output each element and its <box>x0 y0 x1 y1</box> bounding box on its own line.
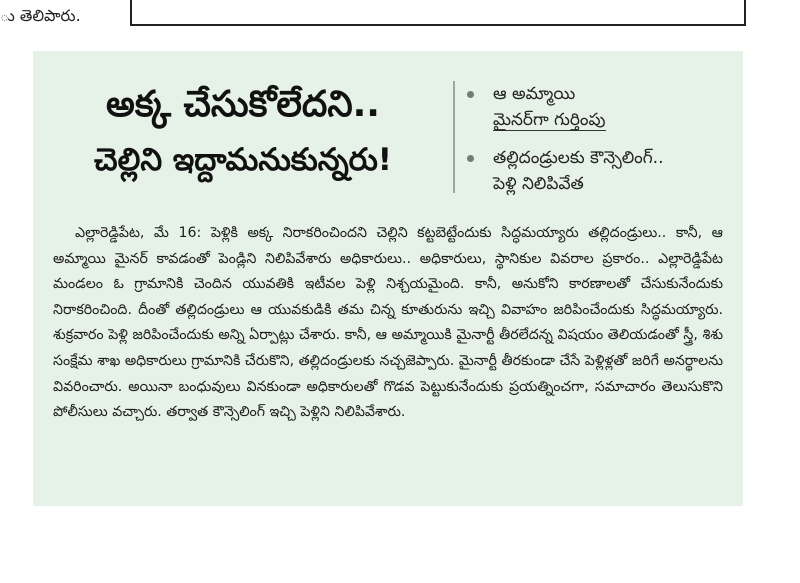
highlight-text-underlined: మైనర్‌గా గుర్తింపు <box>493 110 606 130</box>
headline-divider <box>453 81 455 193</box>
news-article <box>33 51 743 506</box>
highlight-text: ఆ అమ్మాయి <box>493 84 576 104</box>
headline <box>33 79 453 183</box>
headline-line-1: అక్క చేసుకోలేదని.. <box>106 84 380 125</box>
headline-line-2: చెల్లిని ఇద్దామనుకున్నరు! <box>94 142 392 178</box>
bullet-dot-icon <box>467 155 474 162</box>
highlight-item <box>463 145 733 197</box>
previous-article-fragment: ు తెలిపారు. <box>0 6 81 25</box>
bullet-dot-icon <box>467 91 474 98</box>
highlights-list <box>463 81 733 209</box>
previous-article-box <box>130 0 746 26</box>
highlight-item <box>463 81 733 133</box>
highlight-text: పెళ్లి నిలిపివేత <box>493 174 584 194</box>
article-body: ఎల్లారెడ్డిపేట, మే 16: పెళ్లికి అక్క నిరాకరించిందని చెల్లిని కట్టబెట్టేందుకు సిద్ధమయ్యారు తల్లిదండ్రులు.. కానీ, ఆ అమ్మాయి మైనర్‌ కావడంతో పెండ్లిని నిలిపివేశారు అధికారులు.. అధికారులు, స్థానికుల వివరాల ప్రకారం.. ఎల్లారెడ్డిపేట మండలం ఓ గ్రామానికి చెందిన యువతికి ఇటీవల పెళ్లి నిశ్చయమైంది. కానీ, అనుకోని కారణాలతో చేసుకునేందుకు నిరాకరించింది. దీంతో తల్లిదండ్రులు ఆ యువకుడికి తమ చిన్న కూతురును ఇచ్చి వివాహం జరిపించేందుకు సిద్ధమయ్యారు. శుక్రవారం పెళ్లి జరిపించేందుకు అన్ని ఏర్పాట్లు చేశారు. కానీ, ఆ అమ్మాయికి మైనార్టీ తీరలేదన్న విషయం తెలియడంతో స్త్రీ, శిశు సంక్షేమ శాఖ అధికారులు గ్రామానికి చేరుకొని, తల్లిదండ్రులకు నచ్చజెప్పారు. మైనార్టీ తీరకుండా చేసే పెళ్లిళ్లతో జరిగే అనర్థాలను వివరించారు. అయినా బంధువులు వినకుండా అధికారులతో గొడవ పెట్టుకునేందుకు ప్రయత్నించగా, సమాచారం తెలుసుకొని పోలీసులు వచ్చారు. తర్వాత కౌన్సెలింగ్‌ ఇచ్చి పెళ్లిని నిలిపివేశారు. <box>53 225 723 421</box>
highlight-text: తల్లిదండ్రులకు కౌన్సెలింగ్‌.. <box>493 148 664 168</box>
